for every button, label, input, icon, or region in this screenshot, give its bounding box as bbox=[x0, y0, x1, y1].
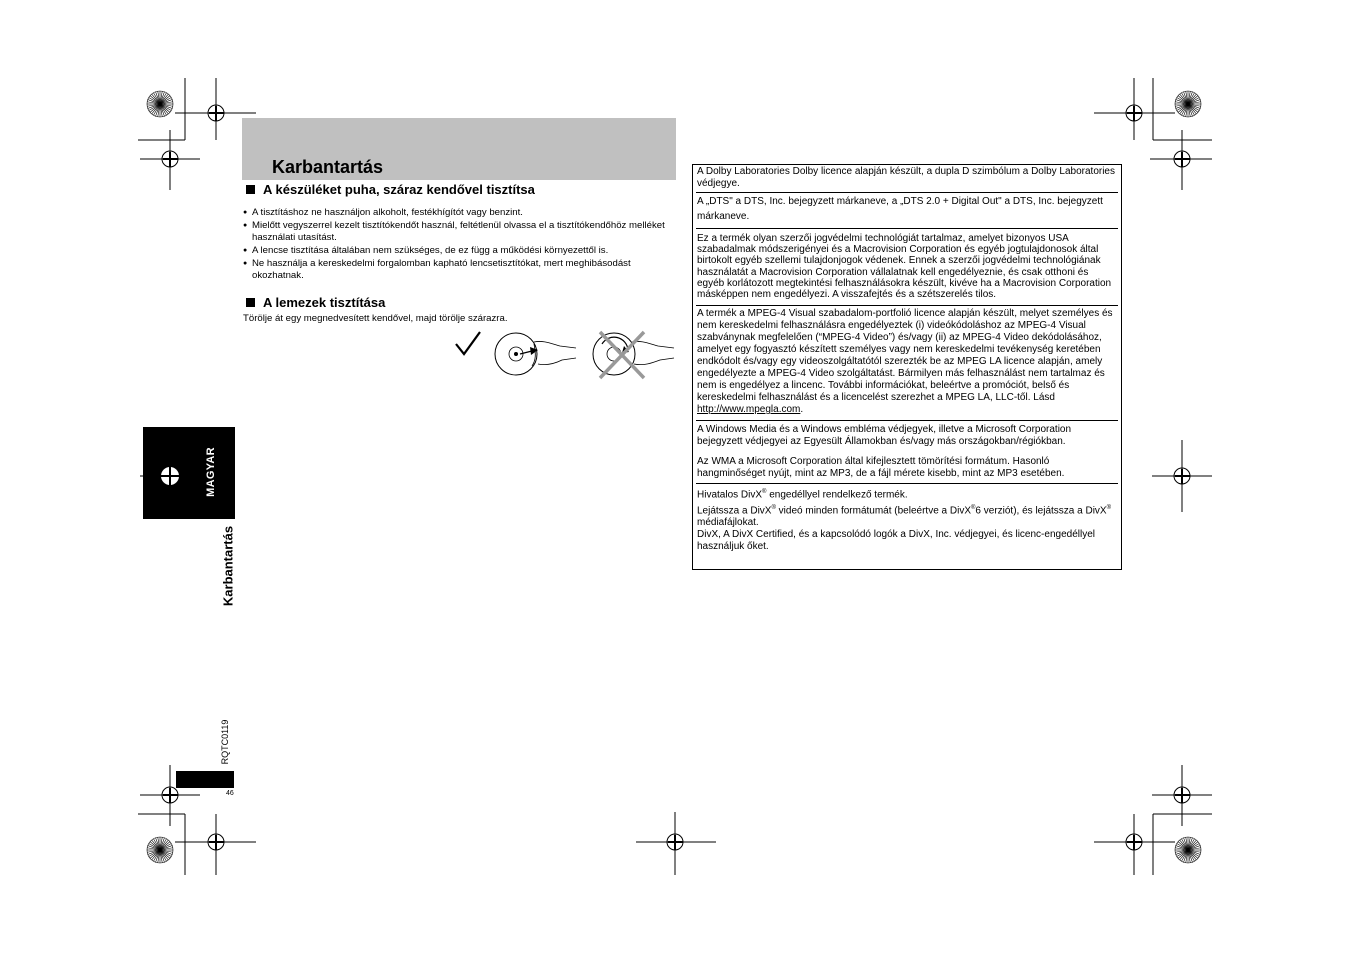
divx-text: videó minden formátumát (beleértve a DivX bbox=[775, 504, 971, 516]
cleaning-bullet-list bbox=[243, 207, 675, 283]
side-language-label: MAGYAR bbox=[205, 447, 217, 497]
side-language-tab bbox=[143, 427, 235, 519]
legal-notices-box bbox=[692, 164, 1122, 570]
section-heading-device-cleaning bbox=[246, 182, 535, 198]
dts-notice: A „DTS" a DTS, Inc. bejegyzett márkaneve, a „DTS 2.0 + Digital Out" a DTS, Inc. bejegyzett márkaneve. bbox=[697, 196, 1103, 222]
divx-text: Lejátssza a DivX bbox=[697, 504, 772, 516]
section-heading-text: A készüléket puha, száraz kendővel tisztítsa bbox=[263, 182, 535, 197]
side-section-label: Karbantartás bbox=[220, 525, 236, 607]
divx-line bbox=[697, 486, 1117, 501]
document-code: RQTC0119 bbox=[220, 719, 230, 765]
macrovision-notice: Ez a termék olyan szerzői jogvédelmi technológiát tartalmaz, amelyet bizonyos USA szabadalmak módszerigényei és a Macrovision Corporation és egyéb jogtulajdonosok által birtokolt egyéb szellemi tulajdonjogok védenek. Ennek a szerzői jogvédelmi technológiának használatát a Macrovision Corporation vállalatnak kell engedélyeznie, és csak otthoni és egyéb korlátozott megtekintési felhasználásokra készült, kivéve ha a Macrovision Corporation másképpen nem engedélyezi. A visszafejtés és a szétszerelés tilos. bbox=[697, 233, 1112, 301]
disc-wipe-circular-crossed-icon bbox=[588, 328, 676, 380]
page-number-bar bbox=[176, 771, 234, 788]
disc-cleaning-text: Törölje át egy megnedvesített kendővel, majd törölje szárazra. bbox=[243, 313, 508, 324]
divx-line: DivX, A DivX Certified, és a kapcsolódó logók a DivX, Inc. védjegyei, és licenc-engedéllyel használjuk őket. bbox=[697, 528, 1095, 552]
list-item: ● Ne használja a kereskedelmi forgalomban kapható lencsetisztítókat, mert meghibásodást okozhatnak. bbox=[243, 258, 675, 282]
divx-text: Hivatalos DivX bbox=[697, 489, 763, 501]
mpeg4-notice-text: A termék a MPEG-4 Visual szabadalom-portfolió licence alapján készült, melyet személyes és nem kereskedelmi felhasználásra engedélyeztek (i) videókódoláshoz az MPEG-4 Visual szabványnak megfelelően (“MPEG-4 Video”) és/vagy (ii) az MPEG-4 Video dekódolásához, amelyet egy fogyasztó készített személyes vagy nem kereskedelmi tevékenység keretében endkódolt és/vagy egy videoszolgáltatótól szerezték be az MPEG LA licence alapján, amely engedélyezte a MPEG-4 Video szolgáltatást. Bármilyen más felhasználást nem tartalmaz és nem is engedélyez a lincenc. További információkat, beleértve a promóciót, belső és kereskedelmi felhasználást és a licencelést szerezhet a MPEG LA, LLC-től. Lásd bbox=[697, 308, 1113, 404]
divx-text: 6 verziót), és lejátssza a DivX bbox=[975, 504, 1107, 516]
divx-line bbox=[697, 502, 1117, 529]
disc-wipe-radial-icon bbox=[490, 330, 578, 378]
list-item: ● A tisztításhoz ne használjon alkoholt, festékhígítót vagy benzint. bbox=[243, 207, 675, 219]
page-title: Karbantartás bbox=[272, 157, 384, 177]
section-heading-disc-cleaning bbox=[246, 295, 385, 311]
dolby-notice: A Dolby Laboratories Dolby licence alapján készült, a dupla D szimbólum a Dolby Laboratories védjegye. bbox=[697, 166, 1115, 189]
registered-mark: ® bbox=[1106, 504, 1112, 511]
divx-notice bbox=[693, 484, 1121, 555]
registration-target-icon bbox=[158, 464, 182, 488]
windows-media-notice: A Windows Media és a Windows embléma védjegyek, illetve a Microsoft Corporation bejegyzett védjegyei az Egyesült Államokban és/vagy más országokban/régiókban. bbox=[697, 424, 1072, 448]
mpeg4-notice: A termék a MPEG-4 Visual szabadalom-portfolió licence alapján készült, melyet személyes és nem kereskedelmi felhasználásra engedélyeztek (i) videókódoláshoz az MPEG-4 Visual szabványnak megfelelően (“MPEG-4 Video”) és/vagy (ii) az MPEG-4 Video dekódolásához, amelyet egy fogyasztó készített személyes vagy nem kereskedelmi tevékenység keretében endkódolt és/vagy egy videoszolgáltatótól szerezték be az MPEG LA licence alapján, amely engedélyezte a MPEG-4 Video szolgáltatást. Bármilyen más felhasználást nem tartalmaz és nem is engedélyez a lincenc. További információkat, beleértve a promóciót, belső és kereskedelmi felhasználást és a licencelést szerezhet a MPEG LA, LLC-től. Lásd http://www.mpegla.com. bbox=[697, 308, 1113, 416]
registered-mark: ® bbox=[762, 489, 767, 496]
wma-notice: Az WMA a Microsoft Corporation által kifejlesztett tömörítési formátum. Hasonló hangminőséget nyújt, mint az MP3, de a fájl mérete kisebb, mint az MP3 esetében. bbox=[697, 456, 1065, 480]
section-heading-text: A lemezek tisztítása bbox=[263, 295, 386, 310]
registered-mark: ® bbox=[971, 504, 976, 511]
divx-text: engedéllyel rendelkező termék. bbox=[766, 489, 908, 501]
square-bullet-icon bbox=[246, 298, 255, 307]
checkmark-icon bbox=[452, 328, 482, 358]
mpegla-link[interactable]: http://www.mpegla.com bbox=[697, 404, 801, 416]
page-number: 46 bbox=[226, 790, 234, 797]
list-item: ● A lencse tisztítása általában nem szükséges, de ez függ a működési környezettől is. bbox=[243, 245, 675, 257]
square-bullet-icon bbox=[246, 185, 255, 194]
divx-text: médiafájlokat. bbox=[697, 516, 759, 528]
registered-mark: ® bbox=[771, 504, 776, 511]
list-item: ● Mielőtt vegyszerrel kezelt tisztítókendőt használ, feltétlenül olvassa el a tisztítókendőhöz melléket használati utasítást. bbox=[243, 220, 675, 244]
